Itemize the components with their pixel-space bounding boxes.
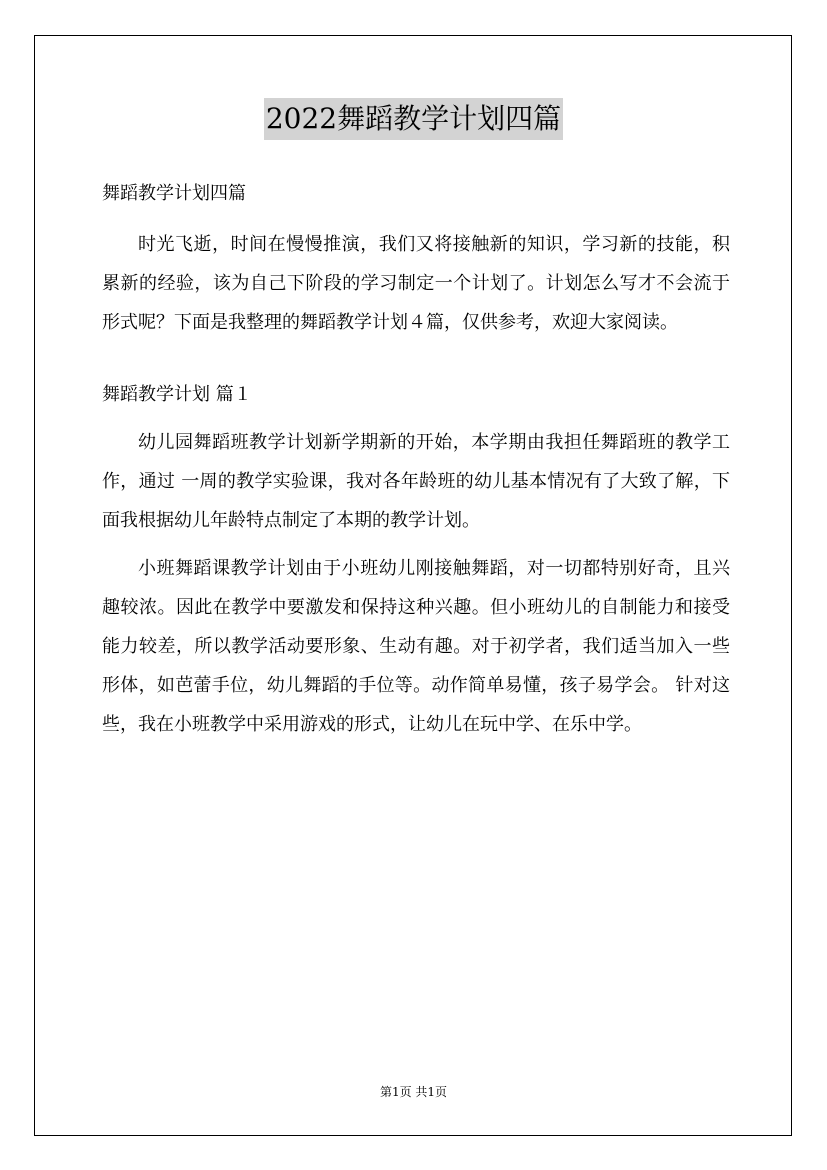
document-subtitle: 舞蹈教学计划四篇	[102, 183, 246, 204]
section-paragraph-2: 小班舞蹈课教学计划由于小班幼儿刚接触舞蹈，对一切都特别好奇，且兴趣较浓。因此在教学中要激发和保持这种兴趣。但小班幼儿的自制能力和接受能力较差，所以教学活动要形象、生动有趣。对于初学者，我们适当加入一些形体，如芭蕾手位，幼儿舞蹈的手位等。动作简单易懂，孩子易学会。 针对这些，我在小班教学中采用游戏的形式，让幼儿在玩中学、在乐中学。	[102, 558, 730, 735]
document-title: 2022舞蹈教学计划四篇	[264, 98, 563, 140]
document-body	[102, 175, 730, 744]
section-heading: 舞蹈教学计划 篇１	[102, 384, 252, 405]
intro-paragraph: 时光飞逝，时间在慢慢推演，我们又将接触新的知识，学习新的技能，积累新的经验，该为自己下阶段的学习制定一个计划了。计划怎么写才不会流于形式呢？下面是我整理的舞蹈教学计划４篇，仅供参考，欢迎大家阅读。	[102, 234, 730, 333]
title-container	[0, 98, 827, 140]
section-paragraph-1: 幼儿园舞蹈班教学计划新学期新的开始，本学期由我担任舞蹈班的教学工作，通过 一周的教学实验课，我对各年龄班的幼儿基本情况有了大致了解，下面我根据幼儿年龄特点制定了本期的教学计划。	[102, 432, 730, 531]
page-footer: 第1页 共1页	[379, 1085, 448, 1099]
